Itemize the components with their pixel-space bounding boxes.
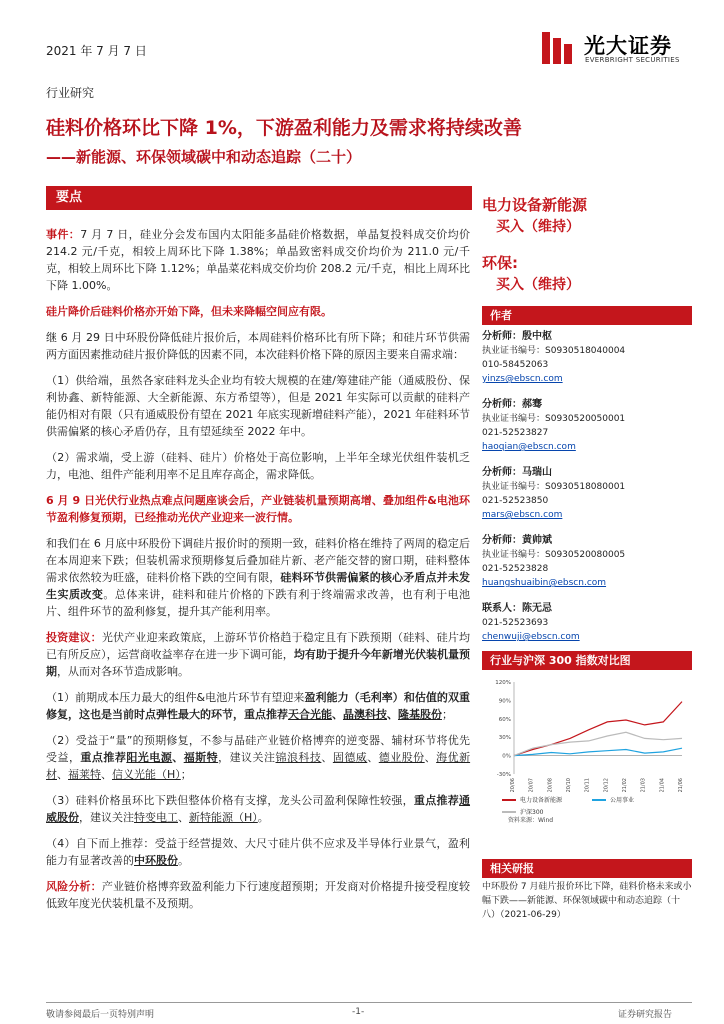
report-date: 2021 年 7 月 7 日 (46, 44, 147, 58)
author-entry (482, 534, 692, 590)
logo-mark-icon (540, 28, 576, 68)
stock-link-tbea[interactable]: 特变电工 (134, 811, 178, 824)
author-list (482, 330, 692, 656)
stock-link-deye[interactable]: 德业股份 (378, 751, 425, 764)
rec4-text-a: （4）自下而上推荐：受益于经营提效、大尺寸硅片供不应求及半导体行业景气，盈利能力有显著改善的 (46, 837, 470, 867)
stock-link-first[interactable]: 福斯特 (183, 751, 219, 764)
recommendation-1 (46, 689, 470, 723)
chart-heading (482, 651, 692, 670)
rec2-sep-5: 、 (57, 768, 68, 781)
report-section: 行业研究 (46, 86, 95, 100)
highlight-2: 6 月 9 日光伏行业热点难点问题座谈会后，产业链装机量预期高增、叠加组件&电池环节盈利修复预期，已经推动光伏产业迎来一波行情。 (46, 494, 470, 524)
rec2-sep-2: 、 (321, 751, 333, 764)
x-tick-label: 21/06 (678, 778, 684, 793)
stock-link-trina[interactable]: 天合光能 (288, 708, 332, 721)
paragraph-demand: （2）需求端，受上游（硅料、硅片）价格处于高位影响，上半年全球光伏组件装机乏力，电池、组件产能利用率不足且库存高企，需求降低。 (46, 451, 470, 481)
rec2-end: ； (180, 768, 192, 781)
rec3-end: 。 (257, 811, 269, 824)
rec1-text-b: 盈利能力（毛利率）和估值的双重修复，这也是当前时点弹性最大的环节，重点推荐 (46, 691, 471, 721)
author-name: 马瑞山 (522, 467, 552, 478)
report-title: 硅料价格环比下降 1%，下游盈利能力及需求将持续改善 (46, 117, 522, 139)
risk-label: 风险分析： (46, 880, 102, 893)
logo-subtext: EVERBRIGHT SECURITIES (585, 56, 680, 64)
author-entry (482, 602, 692, 644)
index-comparison-chart (482, 674, 692, 824)
rec1-end: ； (442, 708, 453, 721)
rec2-sep-1: 、 (172, 751, 184, 764)
rec2-text-b: 重点推荐 (80, 751, 127, 764)
author-entry (482, 330, 692, 386)
author-email[interactable]: haoqian@ebscn.com (482, 442, 576, 452)
invest-label: 投资建议： (46, 631, 102, 644)
author-role: 分析师： (482, 467, 522, 478)
legend-label: 公用事业 (610, 797, 635, 804)
risk-paragraph (46, 878, 470, 912)
author-name: 陈无忌 (522, 603, 552, 614)
stock-link-longi[interactable]: 隆基股份 (398, 708, 442, 721)
rec1-sep-1: 、 (332, 708, 343, 721)
author-role: 分析师： (482, 535, 522, 546)
y-tick-label: 120% (495, 680, 511, 686)
key-points-heading (46, 186, 472, 210)
author-cert: 执业证书编号：S0930518040004 (482, 346, 626, 356)
author-cert: 执业证书编号：S0930520080005 (482, 550, 626, 560)
industry-2: 环保: (482, 254, 518, 272)
author-phone: 021-52523693 (482, 618, 549, 628)
paragraph-1: 继 6 月 29 日中环股份降低硅片报价后，本周硅料价格环比有所下降；和硅片环节供需两方面因素推动硅片报价降低的因素不同，本次硅料价格下降的原因主要来自需求端： (46, 331, 470, 361)
author-phone: 021-52523850 (482, 496, 549, 506)
x-tick-label: 21/03 (640, 778, 647, 793)
stock-link-ginlong[interactable]: 锦浪科技 (275, 751, 322, 764)
x-tick-label: 20/11 (584, 778, 591, 793)
author-name: 黄帅斌 (522, 535, 552, 546)
author-phone: 010-58452063 (482, 360, 549, 370)
stock-link-xinte[interactable]: 新特能源（H） (189, 811, 258, 824)
related-report[interactable]: 中环股份 7 月硅片报价环比下降，硅料价格未来或小幅下跌——新能源、环保领域碳中和动态追踪（十八）（2021-06-29） (482, 882, 692, 920)
stock-link-ja-solar[interactable]: 晶澳科技 (343, 708, 387, 721)
author-entry (482, 466, 692, 522)
x-tick-label: 21/04 (659, 778, 666, 793)
p3-text-c: 。总体来讲，硅料和硅片价格的下跌有利于终端需求改善，也有利于电池片、组件环节的盈利修复，提升其产能利用率。 (46, 588, 471, 618)
x-tick-label: 20/12 (603, 778, 610, 793)
author-role: 分析师： (482, 331, 522, 342)
paragraph-3 (46, 535, 470, 620)
author-name: 殷中枢 (522, 331, 552, 342)
event-label: 事件： (46, 228, 81, 241)
rec3-text-d: ，建议关注 (79, 811, 134, 824)
rating-block (482, 194, 692, 296)
rec4-end: 。 (178, 854, 189, 867)
stock-link-flat[interactable]: 福莱特 (68, 768, 101, 781)
invest-text-b: 均有助于提升今年新增光伏装机量预期 (46, 648, 471, 678)
author-email[interactable]: mars@ebscn.com (482, 510, 563, 520)
footer-disclaimer: 敬请参阅最后一页特别声明 (46, 1010, 155, 1020)
footer-divider (46, 1002, 692, 1003)
risk-text: 产业链价格博弈致盈利能力下行速度超预期；开发商对价格提升接受程度较低致年度光伏装机量不及预期。 (46, 880, 470, 910)
author-cert: 执业证书编号：S0930518080001 (482, 482, 626, 492)
highlight-1: 硅片降价后硅料价格亦开始下降，但未来降幅空间应有限。 (46, 305, 332, 318)
rating-2: 买入（维持） (496, 277, 580, 293)
p3-text-a: 和我们在 6 月底中环股份下调硅片报价时的预期一致，硅料价格在维持了两周的稳定后在本周迎来下跌；但装机需求预期修复后叠加硅片新、老产能交替的窗口期，硅料整体需求依然较为旺盛，硅料价格下跌的空间有限， (46, 537, 470, 584)
report-subtitle: ——新能源、环保领域碳中和动态追踪（二十） (46, 148, 362, 166)
invest-text-c: ，从而对各环节造成影响。 (57, 665, 189, 678)
author-email[interactable]: chenwuji@ebscn.com (482, 632, 580, 642)
event-text: 7 月 7 日，硅业分会发布国内太阳能多晶硅价格数据，单晶复投料成交价均价 214.2 元/千克，相较上周环比下降 1.38%；单晶致密料成交价均价为 211.0 元/千克，相较上周环比下降 1.12%；单晶菜花料成交价均价 208.2 元/千克，相比上周环比下降 1.00%。 (46, 228, 471, 292)
rec1-text-a: （1）前期成本压力最大的组件&电池片环节有望迎来 (46, 691, 305, 704)
x-tick-label: 20/08 (547, 778, 554, 793)
related-heading (482, 859, 692, 878)
rec3-text-b: 重点推荐 (413, 794, 460, 807)
recommendation-4 (46, 835, 470, 869)
rec3-sep: 、 (178, 811, 189, 824)
footer-label: 证券研究报告 (618, 1010, 673, 1020)
y-tick-label: 0% (502, 753, 511, 760)
y-tick-label: -30% (496, 772, 511, 778)
author-entry (482, 398, 692, 454)
stock-link-tzs[interactable]: 中环股份 (134, 854, 178, 867)
p3-text-b: 硅料环节供需偏紧的核心矛盾点并未发生实质改变 (46, 571, 470, 601)
x-tick-label: 21/02 (622, 778, 628, 793)
y-tick-label: 60% (498, 716, 511, 723)
rec1-sep-2: 、 (387, 708, 398, 721)
rec2-text-a: （2）受益于“量”的预期修复，不参与晶硅产业链价格博弈的逆变器、辅材环节将优先受益， (46, 734, 470, 764)
rec2-sep-4: 、 (424, 751, 437, 764)
stock-link-sungrow[interactable]: 阳光电源 (126, 751, 173, 764)
stock-link-tongwei[interactable]: 通威股份 (46, 794, 471, 824)
author-email[interactable]: yinzs@ebscn.com (482, 374, 563, 384)
stock-link-goodwe[interactable]: 固德威 (332, 751, 368, 764)
recommendation-2 (46, 732, 470, 783)
rec2-text-d: ，建议关注 (218, 751, 276, 764)
chart-heading-label: 行业与沪深 300 指数对比图 (490, 654, 631, 667)
x-tick-label: 20/06 (510, 778, 516, 793)
rec2-sep-6: 、 (101, 768, 112, 781)
author-email[interactable]: huangshuaibin@ebscn.com (482, 578, 607, 588)
x-tick-label: 20/10 (566, 778, 572, 793)
page-number: -1- (352, 1007, 365, 1017)
author-name: 郝骞 (522, 399, 542, 410)
company-logo (540, 26, 690, 76)
rec3-text-a: （3）硅料价格虽环比下跌但整体价格有支撑，龙头公司盈利保障性较强， (46, 794, 414, 807)
related-heading-label: 相关研报 (490, 862, 534, 875)
y-tick-label: 30% (498, 735, 511, 742)
stock-link-xinyi[interactable]: 信义光能（H） (112, 768, 181, 781)
chart-source: 资料来源：Wind (508, 817, 554, 824)
main-content (46, 226, 470, 921)
author-phone: 021-52523827 (482, 428, 549, 438)
invest-text-a: 光伏产业迎来政策底，上游环节价格趋于稳定且有下跌预期（硅料、硅片均已有所反应），运营商收益率存在进一步下调可能， (46, 631, 470, 661)
author-phone: 021-52523828 (482, 564, 549, 574)
rec2-sep-3: 、 (367, 751, 379, 764)
author-role: 联系人： (482, 603, 522, 614)
paragraph-supply: （1）供给端，虽然各家硅料龙头企业均有较大规模的在建/筹建硅产能（通威股份、保利协鑫、新特能源、大全新能源、东方希望等），但是 2021 年实际可以贡献的硅料产能仍相对有限（只有通威股份有望在 2021 年底实现新增硅料产能），2021 年硅料环节供需偏紧的核心矛盾仍存，且有望延续至 2022 年中。 (46, 374, 470, 438)
event-paragraph (46, 226, 470, 294)
author-heading (482, 306, 692, 325)
legend-label: 沪深300 (520, 809, 544, 816)
recommendation-3 (46, 792, 470, 826)
series-line (514, 748, 682, 755)
stock-link-hiuv[interactable]: 海优新材 (46, 751, 471, 781)
author-heading-label: 作者 (490, 309, 512, 322)
rating-1: 买入（维持） (496, 219, 580, 235)
investment-paragraph (46, 629, 470, 680)
author-role: 分析师： (482, 399, 522, 410)
legend-label: 电力设备新能源 (520, 797, 563, 804)
y-tick-label: 90% (498, 698, 511, 705)
x-tick-label: 20/07 (528, 778, 535, 793)
key-points-heading-label: 要点 (56, 190, 83, 205)
logo-text: 光大证券 (584, 34, 672, 58)
author-cert: 执业证书编号：S0930520050001 (482, 414, 626, 424)
industry-1: 电力设备新能源 (482, 196, 588, 214)
